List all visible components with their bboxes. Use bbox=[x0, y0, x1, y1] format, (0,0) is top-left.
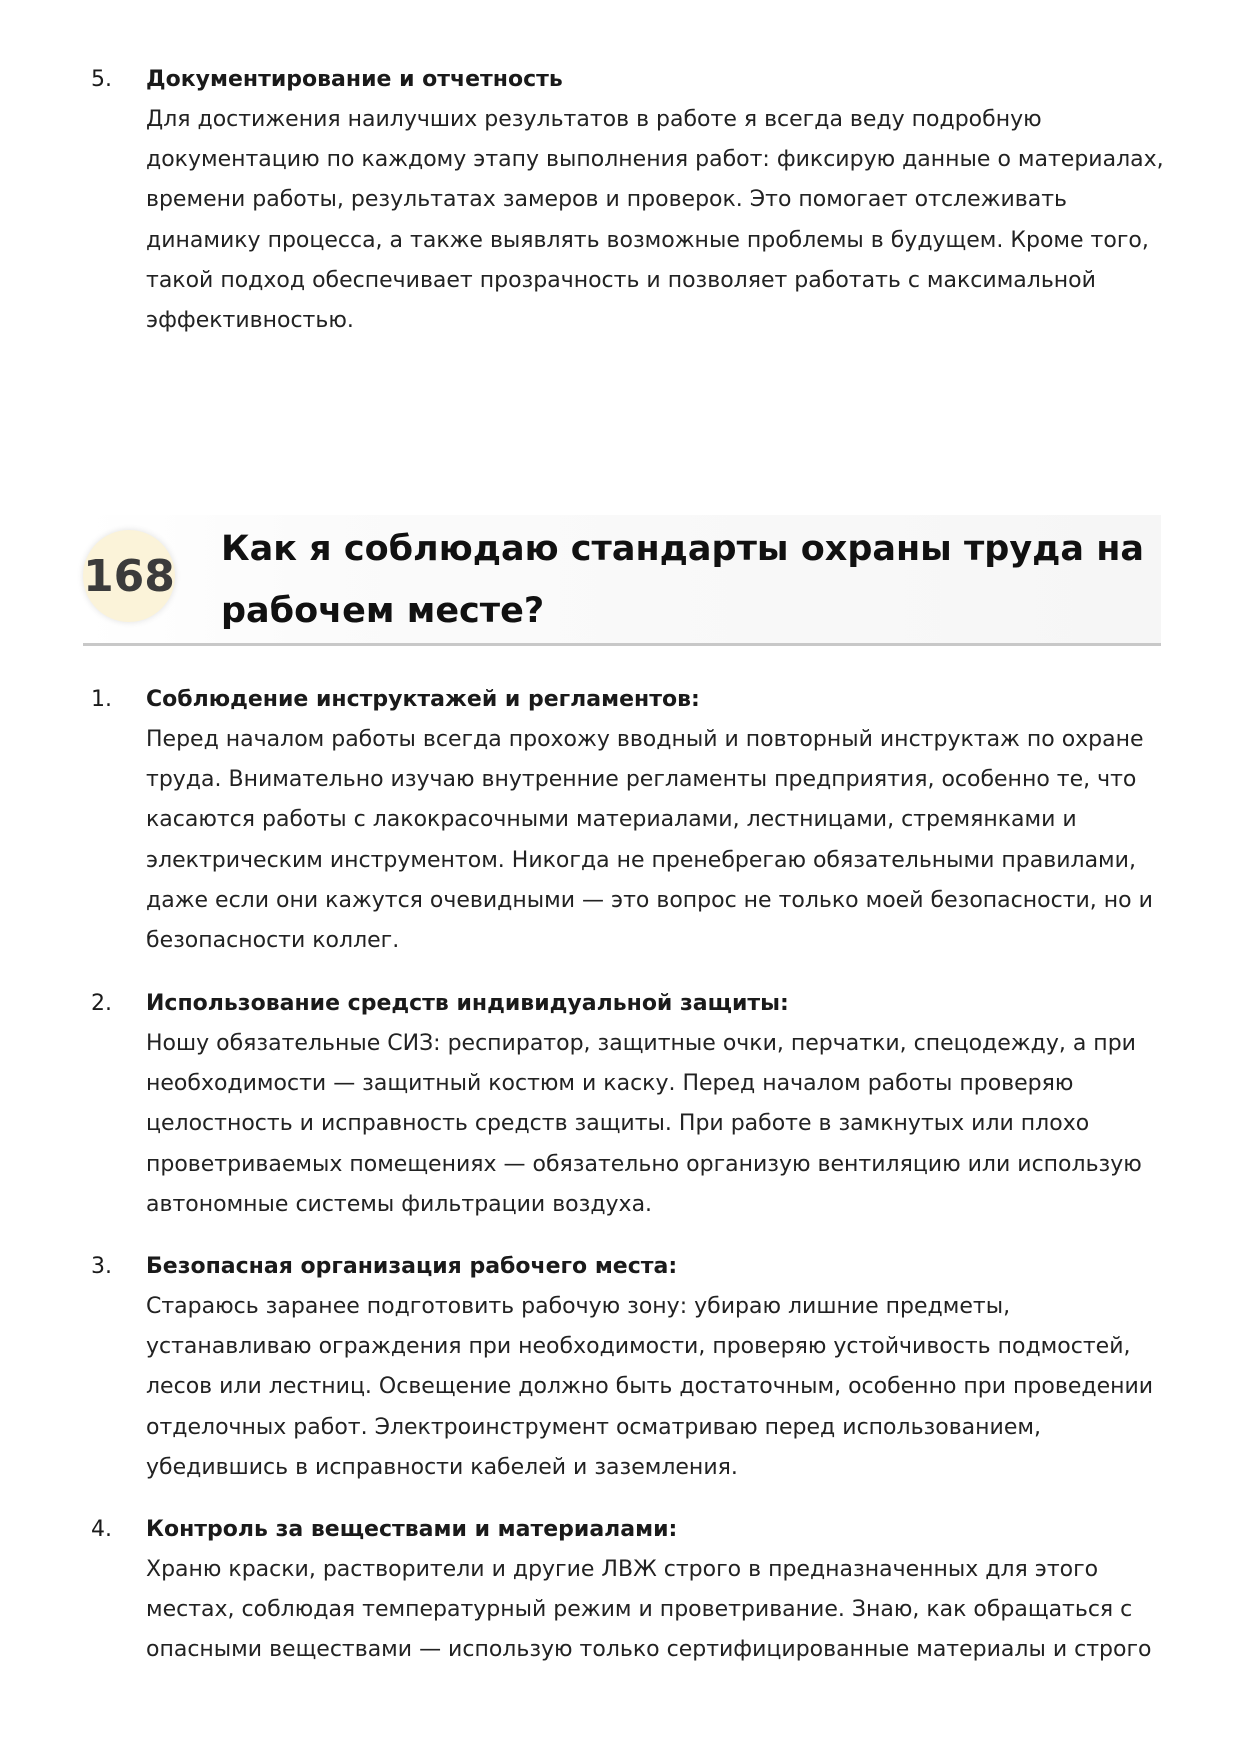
body-line: местах, соблюдая температурный режим и проветривание. Знаю, как обращаться с bbox=[146, 1597, 1133, 1623]
body-line: электрическим инструментом. Никогда не пренебрегаю обязательными правилами, bbox=[146, 847, 1136, 873]
answer-list-item-2 bbox=[91, 984, 1158, 1225]
body-line: необходимости — защитный костюм и каску. Перед началом работы проверяю bbox=[146, 1071, 1074, 1097]
list-number: 1. bbox=[91, 687, 112, 712]
list-item-body bbox=[118, 1024, 1158, 1225]
body-line: безопасности коллег. bbox=[146, 928, 400, 954]
list-number: 4. bbox=[91, 1517, 112, 1542]
body-line: целостность и исправность средств защиты. При работе в замкнутых или плохо bbox=[146, 1111, 1090, 1137]
list-item-title: Соблюдение инструктажей и регламентов: bbox=[146, 687, 700, 712]
list-item-title: Безопасная организация рабочего места: bbox=[146, 1254, 678, 1279]
body-line: опасными веществами — использую только сертифицированные материалы и строго bbox=[146, 1637, 1152, 1663]
question-number-badge: 168 bbox=[83, 530, 175, 622]
body-line: касаются работы с лакокрасочными материалами, лестницами, стремянками и bbox=[146, 807, 1077, 833]
list-number: 5. bbox=[91, 67, 112, 92]
body-line: устанавливаю ограждения при необходимости, проверяю устойчивость подмостей, bbox=[146, 1334, 1131, 1360]
list-item-body bbox=[118, 1550, 1158, 1671]
list-item-title: Документирование и отчетность bbox=[146, 67, 563, 92]
body-line: Для достижения наилучших результатов в работе я всегда веду подробную bbox=[146, 107, 1042, 132]
body-line: автономные системы фильтрации воздуха. bbox=[146, 1191, 653, 1217]
question-header bbox=[83, 515, 1161, 646]
body-line: проветриваемых помещениях — обязательно организую вентиляцию или использую bbox=[146, 1151, 1142, 1177]
body-line: убедившись в исправности кабелей и заземления. bbox=[146, 1454, 738, 1480]
body-line: времени работы, результатах замеров и проверок. Это помогает отслеживать bbox=[146, 187, 1067, 213]
body-line: отделочных работ. Электроинструмент осматриваю перед использованием, bbox=[146, 1414, 1041, 1440]
list-number: 3. bbox=[91, 1254, 112, 1279]
body-line: эффективностью. bbox=[146, 308, 354, 334]
list-item-title: Использование средств индивидуальной защиты: bbox=[146, 991, 789, 1016]
list-item-body bbox=[118, 100, 1164, 341]
question-title-line: рабочем месте? bbox=[221, 591, 545, 631]
body-line: труда. Внимательно изучаю внутренние регламенты предприятия, особенно те, что bbox=[146, 767, 1137, 793]
list-number: 2. bbox=[91, 991, 112, 1016]
question-title bbox=[221, 518, 1151, 642]
body-line: динамику процесса, а также выявлять возможные проблемы в будущем. Кроме того, bbox=[146, 227, 1149, 253]
prev-list-item-5 bbox=[91, 60, 1164, 341]
body-line: Перед началом работы всегда прохожу вводный и повторный инструктаж по охране bbox=[146, 727, 1144, 752]
list-item-body bbox=[118, 720, 1158, 961]
body-line: даже если они кажутся очевидными — это вопрос не только моей безопасности, но и bbox=[146, 887, 1153, 913]
answer-list-item-4 bbox=[91, 1510, 1158, 1671]
list-item-body bbox=[118, 1287, 1158, 1488]
body-line: документацию по каждому этапу выполнения работ: фиксирую данные о материалах, bbox=[146, 147, 1164, 173]
body-line: такой подход обеспечивает прозрачность и позволяет работать с максимальной bbox=[146, 267, 1096, 293]
body-line: Ношу обязательные СИЗ: респиратор, защитные очки, перчатки, спецодежду, а при bbox=[146, 1031, 1136, 1056]
list-item-title: Контроль за веществами и материалами: bbox=[146, 1517, 678, 1542]
question-title-line: Как я соблюдаю стандарты охраны труда на bbox=[221, 529, 1145, 569]
answer-list-item-3 bbox=[91, 1247, 1158, 1488]
body-line: Стараюсь заранее подготовить рабочую зону: убираю лишние предметы, bbox=[146, 1294, 1011, 1319]
body-line: лесов или лестниц. Освещение должно быть достаточным, особенно при проведении bbox=[146, 1374, 1154, 1400]
answer-list-item-1 bbox=[91, 680, 1158, 961]
body-line: Храню краски, растворители и другие ЛВЖ строго в предназначенных для этого bbox=[146, 1557, 1099, 1582]
